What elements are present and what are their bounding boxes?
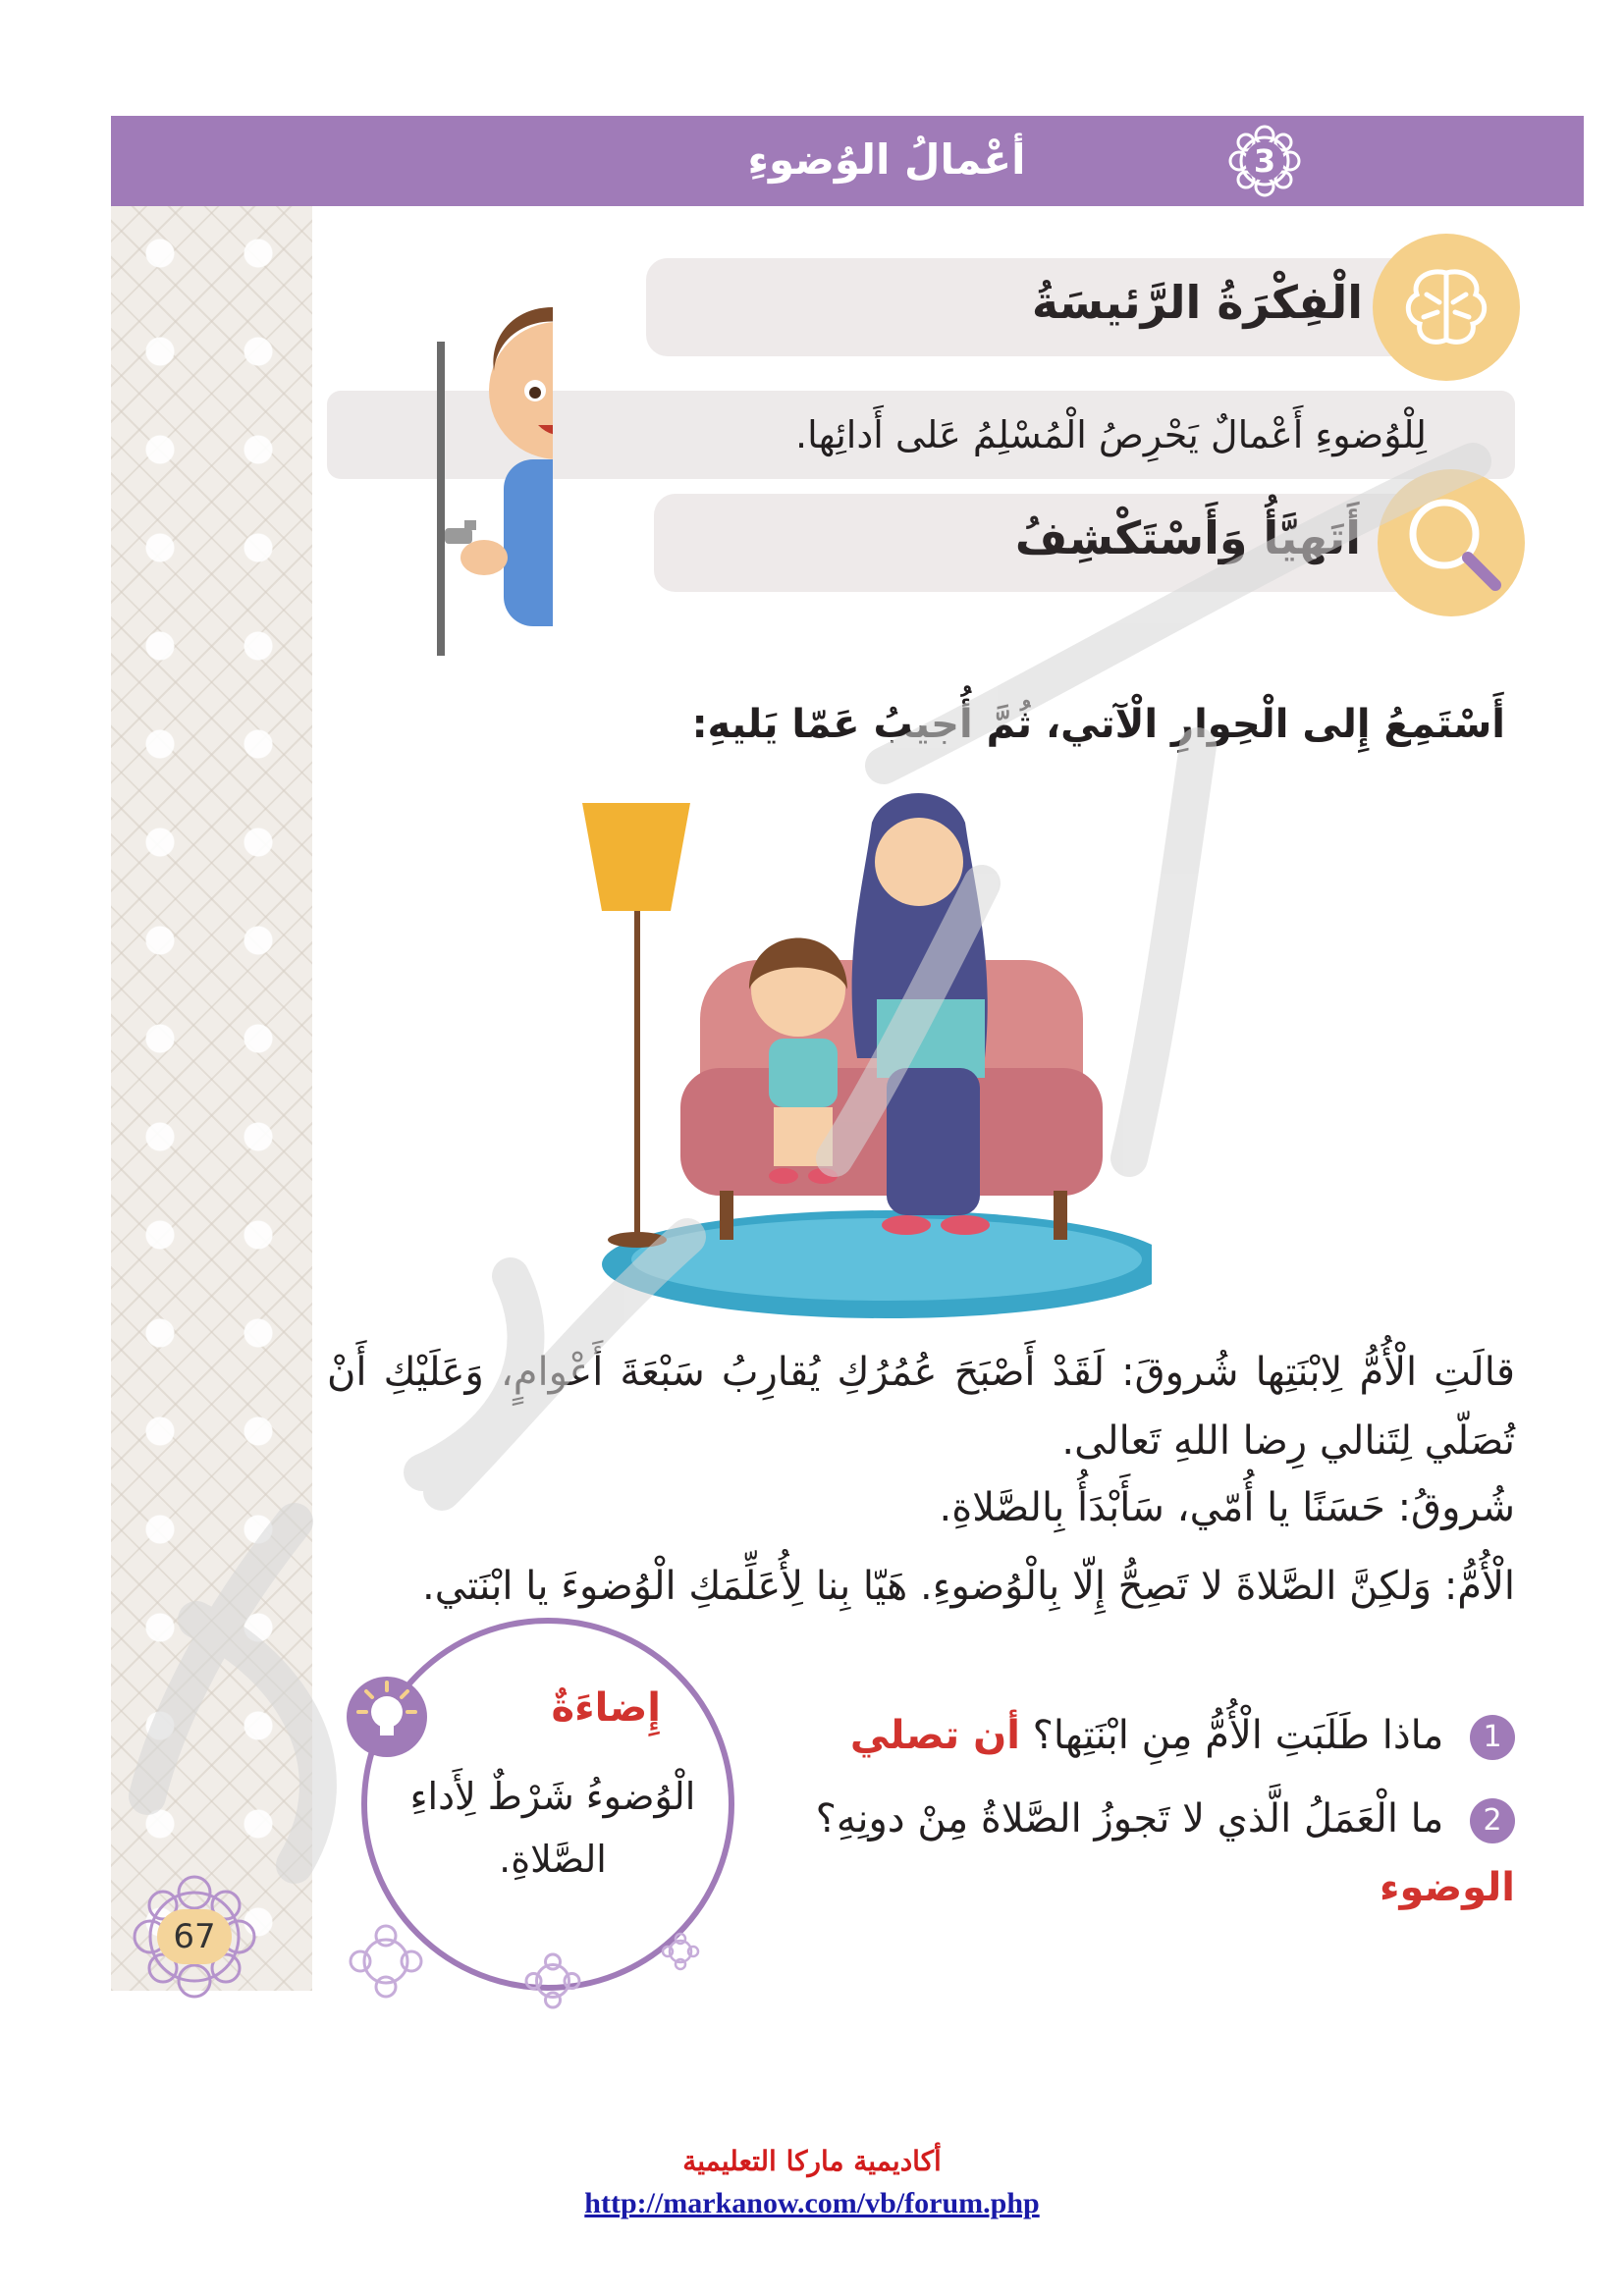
lesson-number: 3 — [1253, 142, 1276, 180]
page-number: 67 — [157, 1909, 232, 1964]
lesson-title: أعْمالُ الوُضوءِ — [747, 135, 1026, 184]
flower-ornament — [347, 1922, 425, 2001]
flower-ornament — [661, 1932, 700, 1971]
lesson-number-badge — [1225, 122, 1304, 200]
answer-text: الوضوء — [1380, 1865, 1515, 1910]
explore-heading — [654, 494, 1430, 592]
main-idea-text: لِلْوُضوءِ أَعْمالٌ يَحْرِصُ الْمُسْلِمُ عَلى أَدائِها. — [327, 391, 1515, 479]
footer-academy-name: أكاديمية ماركا التعليمية — [682, 2145, 942, 2177]
mother-daughter-illustration — [563, 744, 1152, 1333]
question-1 — [749, 1701, 1515, 1770]
footer-forum-link[interactable]: http://markanow.com/vb/forum.php — [584, 2187, 1040, 2219]
textbook-page — [111, 116, 1584, 2064]
explore-instruction: أَسْتَمِعُ إِلى الْحِوارِ الْآتي، ثُمَّ أُجيبُ عَمّا يَليهِ: — [691, 702, 1505, 747]
lightbulb-icon — [347, 1677, 427, 1757]
main-idea-heading-text: الْفِكْرَةُ الرَّئيسَةُ — [1031, 276, 1363, 329]
boy-washing-illustration — [327, 263, 553, 715]
question-text: ما الْعَمَلُ الَّذي لا تَجوزُ الصَّلاةُ مِنْ دونِهِ؟ — [815, 1796, 1444, 1842]
lesson-header — [111, 116, 1584, 206]
question-2 — [749, 1785, 1515, 1922]
tip-title: إِضاءَةٌ — [551, 1685, 661, 1731]
question-number: 1 — [1470, 1715, 1515, 1760]
decorative-pattern-strip — [111, 204, 312, 1991]
tip-text: الْوُضوءُ شَرْطٌ لِأَداءِ الصَّلاةِ. — [409, 1775, 696, 1881]
flower-ornament — [523, 1951, 582, 2010]
brain-icon — [1373, 234, 1520, 381]
question-text: ماذا طَلَبَتِ الْأُمُّ مِنِ ابْنَتِها؟ — [1032, 1713, 1444, 1758]
answer-text: أن تصلي — [849, 1713, 1020, 1758]
question-number: 2 — [1470, 1798, 1515, 1843]
magnifier-icon — [1378, 469, 1525, 616]
explore-heading-text: أَتَهيَّأُ وَأَسْتَكْشِفُ — [1014, 511, 1361, 564]
dialogue-line-3: الْأُمُّ: وَلكِنَّ الصَّلاةَ لا تَصِحُّ إِلّا بِالْوُضوءِ. هَيّا بِنا لِأُعَلِّمَكِ الْوُضوءَ يا ابْنَتي. — [422, 1564, 1515, 1609]
dialogue-line-1: قالَتِ الْأُمُّ لِابْنَتِها شُروقَ: لَقَدْ أَصْبَحَ عُمُرُكِ يُقارِبُ سَبْعَةَ أَعْوامٍ، وَعَلَيْكِ أَنْ تُصَلّي لِتَنالي رِضا اللهِ تَعالى. — [327, 1350, 1515, 1464]
dialogue-line-2: شُروقُ: حَسَنًا يا أُمّي، سَأَبْدَأُ بِالصَّلاةِ. — [939, 1485, 1515, 1530]
main-idea-heading — [646, 258, 1432, 356]
